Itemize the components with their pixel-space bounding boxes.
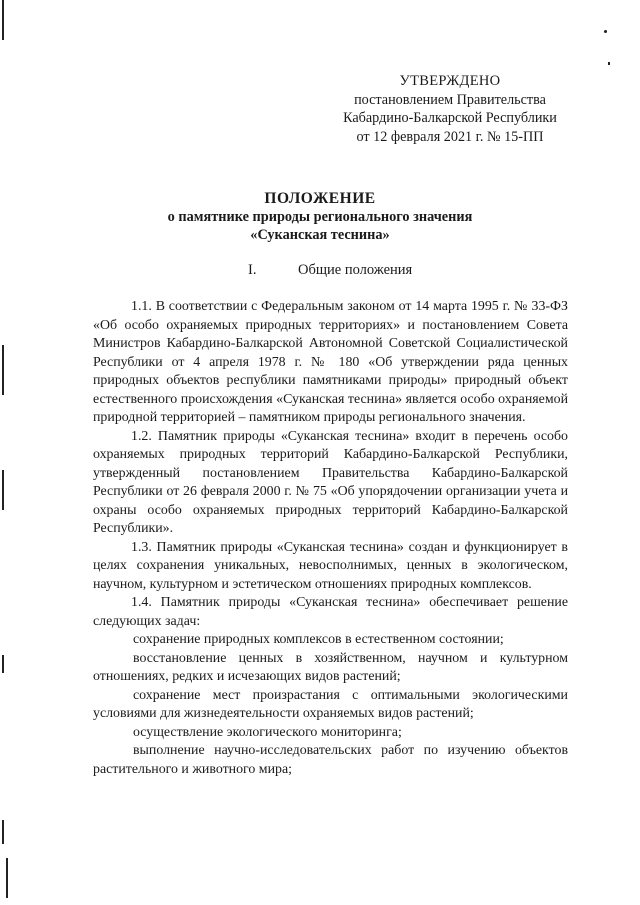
paragraph: 1.1. В соответствии с Федеральным законом от 14 марта 1995 г. № 33-ФЗ «Об особо охраняемых природных территориях» и постановлением Совета Министров Кабардино-Балкарской Автономной Советской Социалистической Республики от 4 апреля 1978 г. № 180 «Об утверждении ряда ценных природных объектов республики памятниками природы» природный объект естественного происхождения «Суканская теснина» является особо охраняемой природной территорией – памятником природы регионального значения. xyxy=(93,299,568,425)
title-line: «Суканская теснина» xyxy=(250,227,390,243)
approval-line: постановлением Правительства xyxy=(354,91,546,108)
scan-mark xyxy=(2,655,4,673)
scan-mark xyxy=(6,858,8,898)
scan-mark xyxy=(2,470,4,510)
document-title xyxy=(95,190,545,244)
approval-line: от 12 февраля 2021 г. № 15-ПП xyxy=(356,128,544,145)
paragraph: 1.2. Памятник природы «Суканская теснина» входит в перечень особо охраняемых природных территорий Кабардино-Балкарской Республики, утвержденный постановлением Правительства Кабардино-Балкарской Республики от 26 февраля 2000 г. № 75 «Об упорядочении организации учета и охраны особо охраняемых природных территорий Кабардино-Балкарской Республики». xyxy=(93,428,568,536)
document-body xyxy=(93,298,568,779)
task-item: выполнение научно-исследовательских работ по изучению объектов растительного и животного мира; xyxy=(93,743,568,777)
scan-mark xyxy=(2,820,4,844)
approval-heading: УТВЕРЖДЕНО xyxy=(399,73,501,89)
scan-mark xyxy=(2,0,4,40)
section-number: I. xyxy=(248,262,257,278)
task-item: сохранение природных комплексов в естественном состоянии; xyxy=(133,632,504,647)
task-item: осуществление экологического мониторинга; xyxy=(133,724,402,740)
task-item: восстановление ценных в хозяйственном, научном и культурном отношениях, редких и исчезающих видов растений; xyxy=(93,650,568,684)
scan-mark xyxy=(2,345,4,395)
section-name: Общие положения xyxy=(298,262,413,278)
approval-block xyxy=(300,72,600,146)
paragraph: 1.4. Памятник природы «Суканская теснина» обеспечивает решение следующих задач: xyxy=(93,595,568,629)
approval-line: Кабардино-Балкарской Республики xyxy=(343,110,557,126)
scan-mark xyxy=(608,62,610,65)
task-item: сохранение мест произрастания с оптимальными экологическими условиями для жизнедеятельности охраняемых видов растений; xyxy=(93,687,568,721)
paragraph: 1.3. Памятник природы «Суканская теснина» создан и функционирует в целях сохранения уникальных, невосполнимых, ценных в экологическом, научном, культурном и эстетическом отношениях природных комплексов. xyxy=(93,539,568,592)
title-line: о памятнике природы регионального значения xyxy=(167,209,473,225)
title-line: ПОЛОЖЕНИЕ xyxy=(264,190,376,207)
scan-mark xyxy=(604,30,607,33)
